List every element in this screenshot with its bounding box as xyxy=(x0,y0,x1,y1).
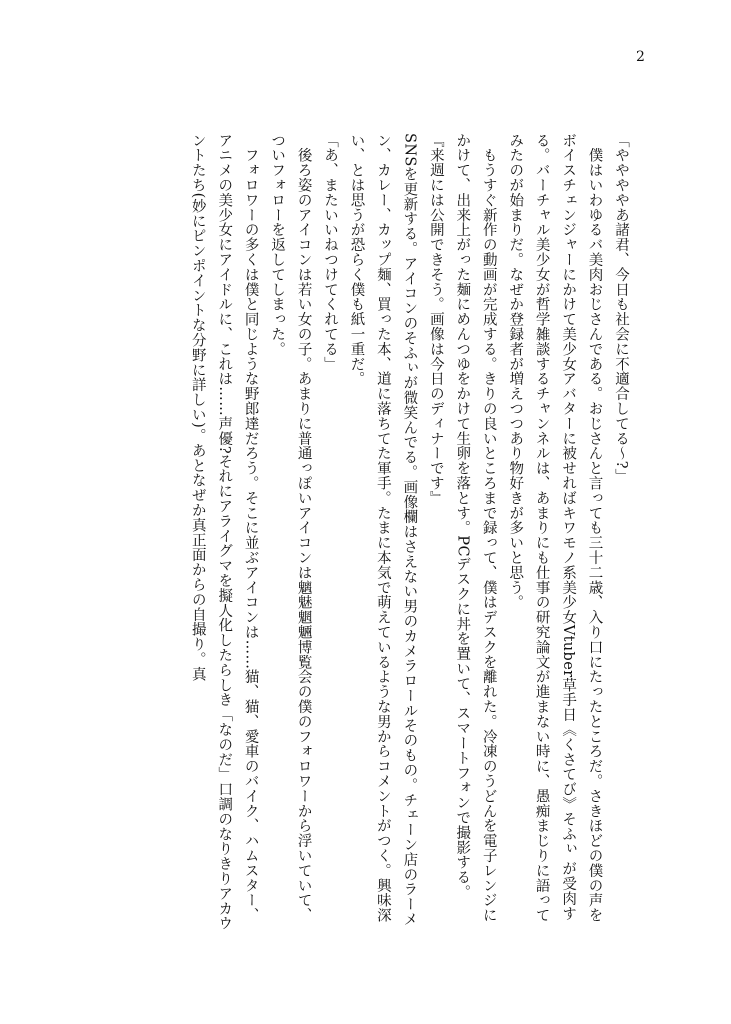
paragraph-5: SNSを更新する。アイコンのそふぃが微笑んでる。画像欄はさえない男のカメラロールそのもの。チェーン店のラーメン、カレー、カップ麺、買った本、道に落ちてた軍手。たまに本気で萌えているような男からコメントがつく。興味深い、とは思うが恐らく僕も紙一重だ。 xyxy=(348,133,418,927)
paragraph-4: 『来週には公開できそう。画像は今日のディナーです』 xyxy=(427,133,444,506)
paragraph-6: 「あ、またいいねつけてくれてる」 xyxy=(322,133,339,372)
paragraph-1: 「ややややあ諸君、今日も社会に不適合してる〜?」 xyxy=(613,133,629,484)
paragraph-7: 後ろ姿のアイコンは若い女の子。あまりに普通っぽいアイコンは魑魅魍魎博覧会の僕のフォロワーから浮いていて、ついフォローを返してしまった。 xyxy=(269,133,312,923)
paragraph-8: フォロワーの多くは僕と同じような野郎達だろう。そこに並ぶアイコンは……猫、猫、愛車のバイク、ハムスター、アニメの美少女にアイドルに、これは……声優?それにアライグマを擬人化したらしき「なのだ」口調のなりきりアカウントたち(妙にピンポイントな分野に詳しい)。あとなぜか真正面からの自撮り。真 xyxy=(189,133,259,931)
page-number: 2 xyxy=(636,49,645,65)
paragraph-3: もうすぐ新作の動画が完成する。きりの良いところまで録って、僕はデスクを離れた。冷凍のうどんを電子レンジにかけて、出来上がった麺にめんつゆをかけて生卵を落とす。PCデスクに丼を置いて、スマートフォンで撮影する。 xyxy=(454,133,497,923)
paragraph-2: 僕はいわゆるバ美肉おじさんである。おじさんと言っても三十二歳、入り口にたったところだ。さきほどの僕の声をボイスチェンジャーにかけて美少女アバターに被せればキワモノ系美少女Vtuber草手日《くさてび》そふぃ が受肉する。バーチャル美少女が哲学雑談するチャンネルは、あまりにも仕事の研究論文が進まない時に、愚痴まじりに語ってみたのが始まりだ。なぜか登録者が増えつつあり物好きが多いと思う。 xyxy=(507,133,603,923)
vertical-text-body xyxy=(114,133,634,933)
